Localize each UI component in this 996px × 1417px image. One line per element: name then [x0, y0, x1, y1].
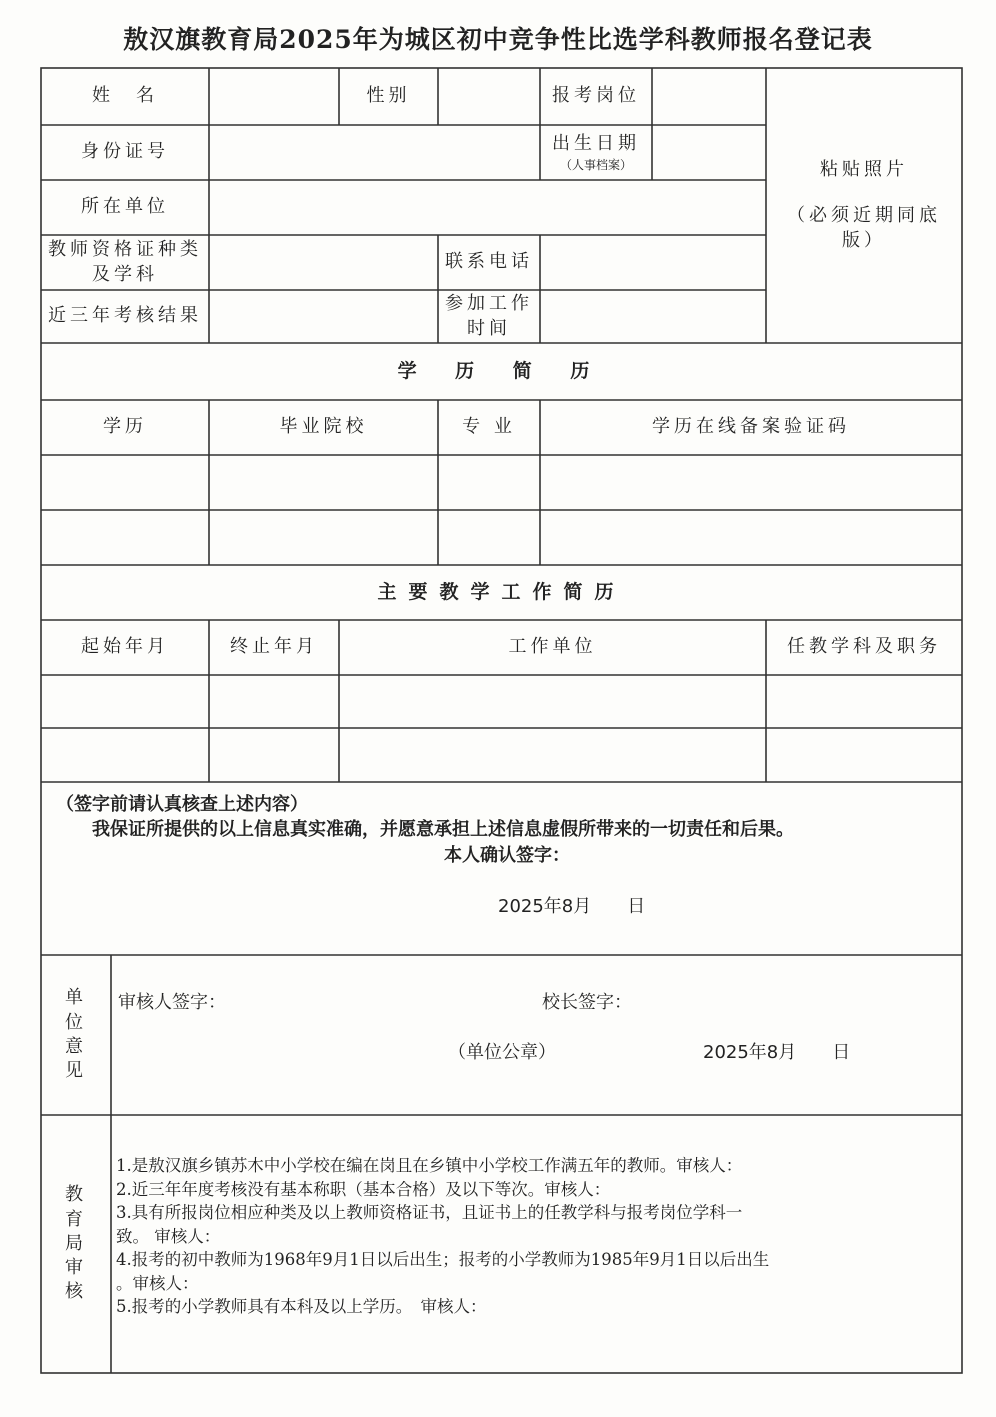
review-item-3-cont: 致。 审核人：: [116, 1226, 221, 1246]
edu-row2-code[interactable]: [542, 512, 960, 563]
reviewer-sign-label: 审核人签字：: [118, 992, 226, 1013]
work-row1-end[interactable]: [211, 677, 337, 726]
id-number-field[interactable]: [211, 127, 538, 178]
work-time-label: 参加工作时间: [445, 293, 533, 339]
edu-row1-major[interactable]: [440, 457, 538, 508]
birth-label-cell: [540, 125, 652, 180]
review-item-5: 5.报考的小学教师具有本科及以上学历。 审核人：: [116, 1297, 487, 1316]
edu-header-degree: 学历: [103, 416, 147, 438]
work-row2-subject[interactable]: [768, 730, 960, 780]
edu-row1-degree[interactable]: [43, 457, 207, 508]
name-label: 姓 名: [92, 85, 158, 107]
birth-note: （人事档案）: [559, 157, 632, 172]
edu-row2-degree[interactable]: [43, 512, 207, 563]
id-label: 身份证号: [81, 141, 169, 163]
cert-field[interactable]: [211, 237, 436, 288]
self-sign-field[interactable]: [578, 838, 798, 866]
work-time-field[interactable]: [542, 292, 764, 341]
review-item-1: 1.是敖汉旗乡镇苏木中小学校在编在岗且在乡镇中小学校工作满五年的教师。审核人：: [116, 1156, 743, 1175]
principal-sign-label: 校长签字：: [542, 992, 632, 1013]
work-row1-subject[interactable]: [768, 677, 960, 726]
unit-label: 所在单位: [81, 196, 169, 218]
declaration-statement: 我保证所提供的以上信息真实准确，并愿意承担上述信息虚假所带来的一切责任和后果。: [92, 819, 794, 840]
edu-header-school: 毕业院校: [279, 416, 368, 438]
bureau-review-items: [116, 1154, 956, 1319]
reviewer-sign-field[interactable]: [236, 984, 486, 1012]
work-row2-start[interactable]: [43, 730, 207, 780]
unit-opinion-date: 2025年8月 日: [703, 1042, 851, 1063]
unit-seal-label: （单位公章）: [448, 1042, 556, 1063]
name-field[interactable]: [211, 70, 337, 123]
photo-label: 粘贴照片: [820, 159, 908, 181]
edu-header-major: 专 业: [462, 416, 516, 438]
declaration-date: 2025年8月 日: [498, 896, 646, 917]
photo-note: （必须近期同底版）: [787, 205, 941, 251]
principal-sign-field[interactable]: [640, 984, 940, 1012]
gender-field[interactable]: [440, 70, 538, 123]
phone-field[interactable]: [542, 237, 764, 288]
birth-date-field[interactable]: [654, 127, 764, 178]
edu-header-verify-code: 学历在线备案验证码: [652, 416, 850, 438]
education-section-title: 学 历 简 历: [397, 359, 606, 382]
edu-row1-school[interactable]: [211, 457, 436, 508]
form-title: 敖汉旗教育局2025年为城区初中竞争性比选学科教师报名登记表: [123, 25, 873, 54]
edu-row2-school[interactable]: [211, 512, 436, 563]
post-label: 报考岗位: [552, 85, 640, 107]
self-sign-label: 本人确认签字：: [444, 845, 570, 866]
cert-label: 教师资格证种类及学科: [48, 239, 202, 285]
unit-opinion-label: 单位意见: [65, 987, 87, 1082]
birth-label: 出生日期: [552, 133, 640, 155]
work-section-title: 主要教学工作简历: [377, 580, 626, 603]
phone-label: 联系电话: [445, 251, 533, 273]
declaration-note: （签字前请认真核查上述内容）: [56, 794, 308, 815]
work-header-start: 起始年月: [81, 636, 169, 658]
work-row1-unit[interactable]: [341, 677, 764, 726]
review-item-2: 2.近三年年度考核没有基本称职（基本合格）及以下等次。审核人：: [116, 1179, 611, 1199]
review-item-4-cont: 。审核人：: [116, 1273, 199, 1293]
edu-row2-major[interactable]: [440, 512, 538, 563]
work-header-end: 终止年月: [230, 636, 318, 658]
review-item-3: 3.具有所报岗位相应种类及以上教师资格证书，且证书上的任教学科与报考岗位学科一: [116, 1203, 743, 1222]
bureau-review-label: 教育局审核: [65, 1184, 87, 1303]
work-row2-unit[interactable]: [341, 730, 764, 780]
work-header-unit: 工作单位: [508, 636, 597, 658]
photo-area[interactable]: [766, 68, 962, 343]
post-field[interactable]: [654, 70, 764, 123]
eval-label: 近三年考核结果: [48, 305, 202, 327]
work-row1-start[interactable]: [43, 677, 207, 726]
unit-field[interactable]: [211, 182, 764, 233]
gender-label: 性别: [366, 85, 411, 107]
review-item-4: 4.报考的初中教师为1968年9月1日以后出生；报考的小学教师为1985年9月1日以后出生: [116, 1250, 770, 1269]
work-row2-end[interactable]: [211, 730, 337, 780]
eval-field[interactable]: [211, 292, 436, 341]
edu-row1-code[interactable]: [542, 457, 960, 508]
work-header-subject: 任教学科及职务: [787, 636, 941, 658]
